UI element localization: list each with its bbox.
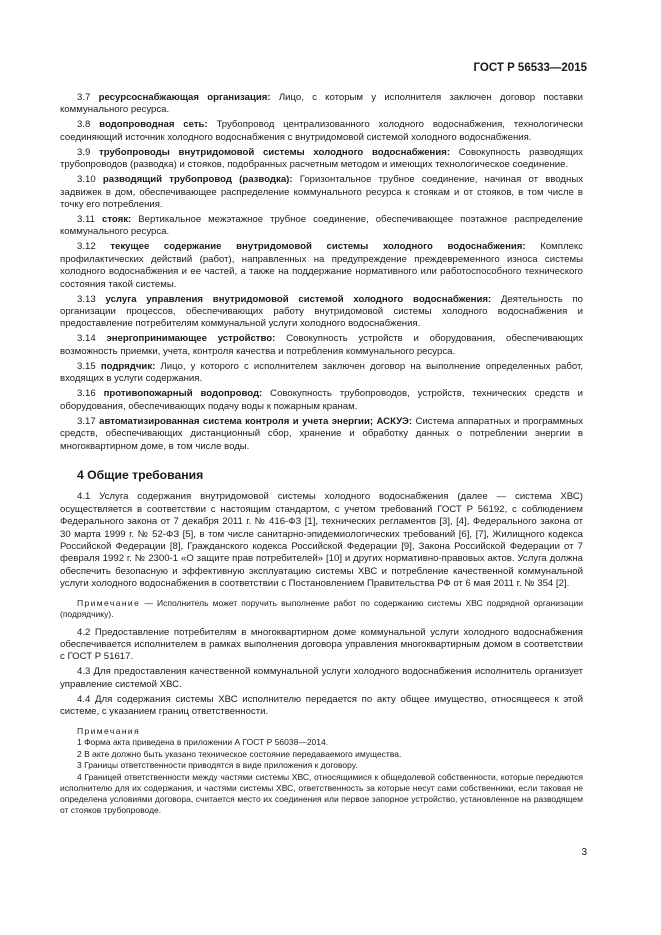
paragraph-4-3: 4.3 Для предоставления качественной коммунальной услуги холодного водоснабжения исполнитель организует управление системой ХВС.: [60, 666, 583, 690]
definition-text: Лицо, с которым у исполнителя заключен договор поставки коммунального ресурса.: [60, 92, 583, 116]
definition-text: Комплекс профилактических действий (работ), направленных на предупреждение преждевременного износа системы холодного водоснабжения и ее частей, а также на поддержание нормативного или работоспособного технического состояния такой системы.: [60, 241, 583, 290]
definition-3-9: [60, 147, 583, 172]
definition-term: энергопринимающее устройство:: [106, 333, 276, 345]
note-item: 2 В акте должно быть указано техническое состояние передаваемого имущества.: [77, 748, 402, 759]
definition-number: 3.13: [77, 293, 96, 305]
definition-term: разводящий трубопровод (разводка):: [102, 174, 293, 186]
definition-3-14: [60, 333, 583, 358]
note-text: — Исполнитель может поручить выполнение работ по содержанию системы ХВС подрядной организации (подрядчику).: [60, 597, 583, 619]
definition-number: 3.14: [77, 333, 96, 345]
definition-term: водопроводная сеть:: [99, 119, 208, 131]
paragraph-4-2: 4.2 Предоставление потребителям в многоквартирном доме коммунальной услуги холодного водоснабжения обеспечивается исполнителем в рамках выполнения договора управления многоквартирным домом в соответствии с ГОСТ Р 51617.: [60, 626, 583, 663]
definition-term: противопожарный водопровод:: [103, 388, 263, 400]
definition-number: 3.12: [77, 241, 96, 253]
definition-3-15: [60, 361, 583, 386]
definition-text: Вертикальное межэтажное трубное соединение, обеспечивающее поэтажное распределение коммунального ресурса.: [60, 214, 584, 238]
definition-3-10: [60, 174, 583, 211]
note-item: 3 Границы ответственности приводятся в виде приложения к договору.: [77, 760, 358, 771]
definition-3-12: [60, 241, 583, 291]
definition-text: Совокупность устройств и оборудования, обеспечивающих возможность приемки, учета, контроля качества и потребления коммунального ресурса.: [60, 333, 583, 357]
definition-text: Система аппаратных и программных средств, обеспечивающих дистанционный сбор, хранение и обработку данных о потреблении энергии в многоквартирном доме, в том числе воды.: [60, 415, 583, 452]
definitions-list: [60, 92, 583, 453]
paragraph-4-1: 4.1 Услуга содержания внутридомовой системы холодного водоснабжения (далее — система ХВС) осуществляется в соответствии с настоящим стандартом, с учетом требований ГОСТ Р 56192, с соблюдением Федерального закона от 7 декабря 2011 г. № 416-ФЗ [1], технических регламентов [3], [4], Федерального закона от 30 марта 1999 г. № 52-ФЗ [5], в том числе санитарно-эпидемиологических требований [6], [7], Жилищного кодекса Российской Федерации [8], Гражданского кодекса Российской Федерации [9], Закона Российской Федерации от 7 февраля 1992 г. № 2300-1 «О защите прав потребителей» [10] и других нормативно-правовых актов. Услуга должна обеспечить безопасную и эффективную эксплуатацию системы ХВС и потребление качественной коммунальной услуги холодного водоснабжения в соответствии с Постановлением Правительства РФ от 6 мая 2011 г. № 354 [2].: [60, 491, 583, 590]
definition-3-13: [60, 294, 583, 331]
definition-text: Горизонтальное трубное соединение, начиная от вводных задвижек в дом, обеспечивающее распределение коммунального ресурса к стоякам и от стояков, в том числе в точку его потребления.: [60, 174, 584, 211]
note-label: Примечание: [77, 597, 141, 608]
definition-text: Трубопровод централизованного холодного водоснабжения, технологически соединяющий источник холодного водоснабжения с внутридомовой системой холодного водоснабжения.: [60, 119, 583, 143]
definition-number: 3.11: [77, 214, 95, 226]
page-number: 3: [581, 847, 587, 858]
definition-number: 3.15: [77, 360, 96, 372]
section-title: 4 Общие требования: [77, 467, 204, 482]
definition-text: Совокупность трубопроводов, устройств, технических средств и оборудования, обеспечивающих подачу воды к пожарным кранам.: [60, 388, 583, 412]
definition-3-17: [60, 416, 583, 453]
definition-number: 3.8: [77, 119, 91, 131]
note-item: 1 Форма акта приведена в приложении А ГОСТ Р 56038—2014.: [77, 737, 329, 748]
definition-term: трубопроводы внутридомовой системы холодного водоснабжения:: [99, 146, 451, 158]
definition-text: Деятельность по организации процессов, обеспечивающих работу внутридомовой системы холодного водоснабжения и предоставление потребителям коммунальной услуги холодного водоснабжения.: [60, 293, 584, 330]
paragraph-4-4: 4.4 Для содержания системы ХВС исполнителю передается по акту общее имущество, относящееся к этой системе, с указанием границ ответственности.: [60, 693, 583, 718]
definition-number: 3.17: [77, 415, 96, 427]
definition-text: Лицо, у которого с исполнителем заключен договор на выполнение определенных работ, входящих в услуги содержания.: [60, 360, 583, 385]
definition-text: Совокупность разводящих трубопроводов (разводка) и стояков, подобранных расчетным методом и имеющих технологическое соединение.: [60, 146, 584, 171]
definition-term: текущее содержание внутридомовой системы холодного водоснабжения:: [110, 241, 526, 253]
definition-number: 3.16: [77, 388, 96, 400]
definition-term: автоматизированная система контроля и учета энергии; АСКУЭ:: [99, 415, 413, 427]
definition-term: услуга управления внутридомовой системой холодного водоснабжения:: [105, 293, 492, 305]
definition-term: подрядчик:: [100, 360, 156, 372]
definition-3-11: [60, 214, 583, 239]
definition-number: 3.10: [77, 174, 96, 186]
notes-block: [60, 726, 583, 816]
notes-label: Примечания: [77, 725, 141, 736]
document-code-header: ГОСТ Р 56533—2015: [473, 62, 587, 74]
note-item: 4 Границей ответственности между частями системы ХВС, относящимися к общедолевой собственности, которые передаются исполнителю для их содержания, и частями системы ХВС, ответственность за которые несут сами собственники, если таковая не определена условиями договора, считается место их соединения или первое запорное устройство, установленное на разводящем от стояков трубопроводе.: [60, 771, 583, 815]
definition-term: ресурсоснабжающая организация:: [98, 92, 271, 103]
definition-3-8: [60, 119, 583, 144]
definition-3-16: [60, 388, 583, 413]
definition-term: стояк:: [101, 214, 132, 226]
definition-number: 3.9: [77, 146, 91, 158]
document-body: [60, 92, 583, 823]
note-block: [60, 598, 583, 620]
definition-3-7: [60, 92, 583, 117]
definition-number: 3.7: [77, 92, 91, 103]
